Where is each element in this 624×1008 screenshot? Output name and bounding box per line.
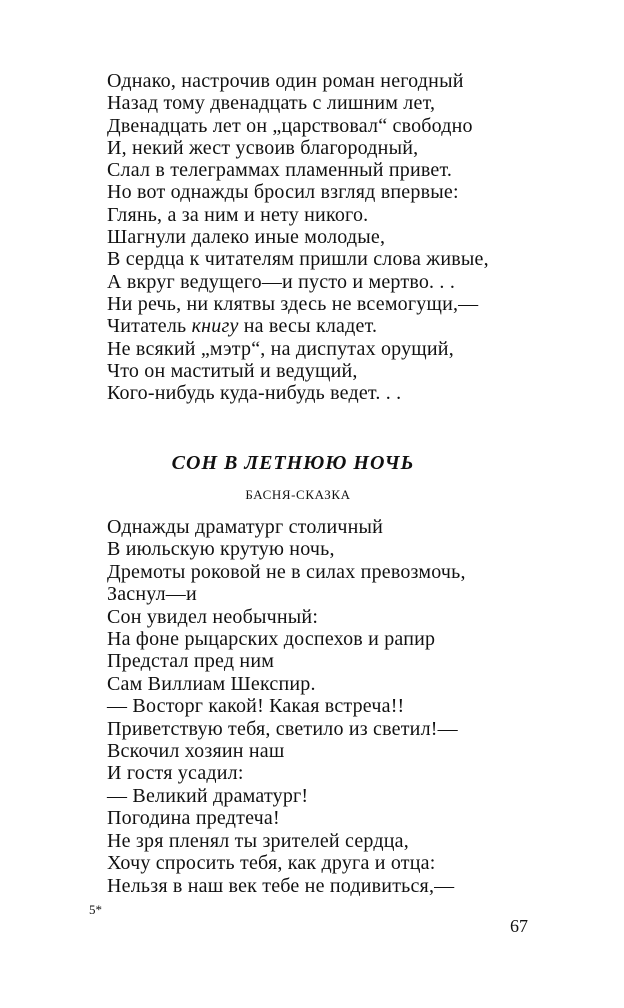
fable-line: Сон увидел необычный: [107,605,319,628]
fable-line: — Восторг какой! Какая встреча!! [107,695,405,718]
poem-line: Ни речь, ни клятвы здесь не всемогущи,— [107,292,479,315]
fable-line: Нельзя в наш век тебе не подивиться,— [107,874,455,897]
fable-line: Погодина предтеча! [107,807,280,830]
fable-text [107,516,577,897]
fable-line: Не зря пленял ты зрителей сердца, [107,829,409,852]
poem-line-part: на весы кладет. [238,315,378,338]
printer-signature-mark: 5* [89,902,102,917]
fable-line: Предстал пред ним [107,650,275,673]
fable-line: И гостя усадил: [107,762,244,785]
fable-line: Вскочил хозяин наш [107,740,285,763]
poem-line: Кого-нибудь куда-нибудь ведет. . . [107,382,402,405]
poem-line: Однако, настрочив один роман негодный [107,70,464,92]
fable-line: Приветствую тебя, светило из светил!— [107,717,458,740]
poem-line: Не всякий „мэтр“, на диспутах орущий, [107,337,454,360]
poem-line: Слал в телеграммах пламенный привет. [107,159,453,182]
fable-title: СОН В ЛЕТНЮЮ НОЧЬ [171,452,415,474]
poem-line: Но вот однажды бросил взгляд впервые: [107,181,459,204]
poem-line: Двенадцать лет он „царствовал“ свободно [107,114,473,137]
fable-line: На фоне рыцарских доспехов и рапир [107,628,436,651]
page-number: 67 [510,916,528,936]
poem-line: Глянь, а за ним и нету никого. [107,203,369,226]
italic-word: книгу [191,315,239,338]
poem-line: Назад тому двенадцать с лишним лет, [107,92,436,115]
poem-line-part: Читатель [107,315,192,338]
poem-line: В сердца к читателям пришли слова живые, [107,248,489,271]
fable-line: Хочу спросить тебя, как друга и отца: [107,852,436,875]
fable-line: Дремоты роковой не в силах превозмочь, [107,560,466,583]
fable-line: Однажды драматург столичный [107,516,384,538]
poem-line [107,315,577,337]
fable-line: Заснул—и [107,583,197,606]
fable-line: — Великий драматург! [107,784,309,807]
poem-line: А вкруг ведущего—и пусто и мертво. . . [107,270,456,293]
poem-line: Шагнули далеко иные молодые, [107,226,386,249]
fable-line: Сам Виллиам Шекспир. [107,672,316,695]
fable-line: В июльскую крутую ночь, [107,538,335,561]
poem-stanza-1 [107,70,577,404]
fable-subtitle: БАСНЯ-СКАЗКА [245,487,351,502]
poem-line: И, некий жест усвоив благородный, [107,136,419,159]
poem-line: Что он маститый и ведущий, [107,359,358,382]
